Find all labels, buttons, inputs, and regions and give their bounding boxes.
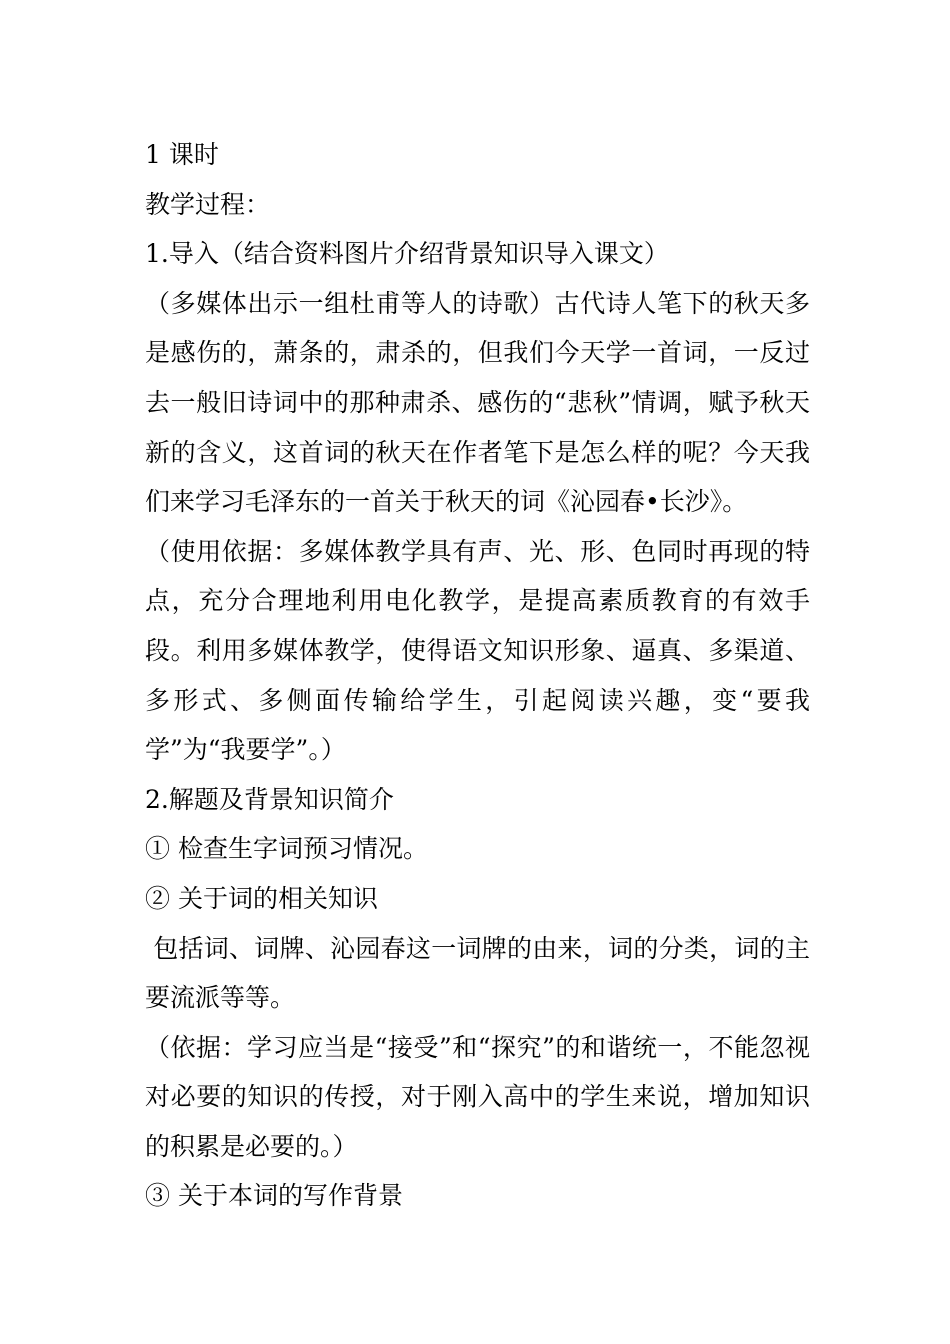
step-1-rationale: （使用依据：多媒体教学具有声、光、形、色同时再现的特点，充分合理地利用电化教学，是提高素质教育的有效手段。利用多媒体教学，使得语文知识形象、逼真、多渠道、多形式、多侧面传输给学生，引起阅读兴趣，变“要我学”为“我要学”。）	[145, 536, 810, 765]
step-2-rationale: （依据：学习应当是“接受”和“探究”的和谐统一，不能忽视对必要的知识的传授，对于刚入高中的学生来说，增加知识的积累是必要的。）	[145, 1032, 810, 1161]
step-2-heading: 2.解题及背景知识简介	[145, 784, 394, 814]
step-2-item-2: ② 关于词的相关知识	[145, 883, 378, 913]
document-body	[145, 130, 810, 1221]
step-2-item-1: ① 检查生字词预习情况。	[145, 834, 428, 864]
step-2-item-2-detail: 包括词、词牌、沁园春这一词牌的由来，词的分类，词的主要流派等等。	[145, 933, 810, 1013]
step-1-heading: 1.导入（结合资料图片介绍背景知识导入课文）	[145, 239, 669, 269]
class-hours: 1 课时	[145, 140, 219, 169]
section-heading-teaching-process: 教学过程：	[145, 189, 271, 219]
step-2-item-3: ③ 关于本词的写作背景	[145, 1181, 403, 1211]
step-1-paragraph: （多媒体出示一组杜甫等人的诗歌）古代诗人笔下的秋天多是感伤的，萧条的，肃杀的，但我们今天学一首词，一反过去一般旧诗词中的那种肃杀、感伤的“悲秋”情调，赋予秋天新的含义，这首词的秋天在作者笔下是怎么样的呢？今天我们来学习毛泽东的一首关于秋天的词《沁园春•长沙》。	[145, 288, 810, 517]
